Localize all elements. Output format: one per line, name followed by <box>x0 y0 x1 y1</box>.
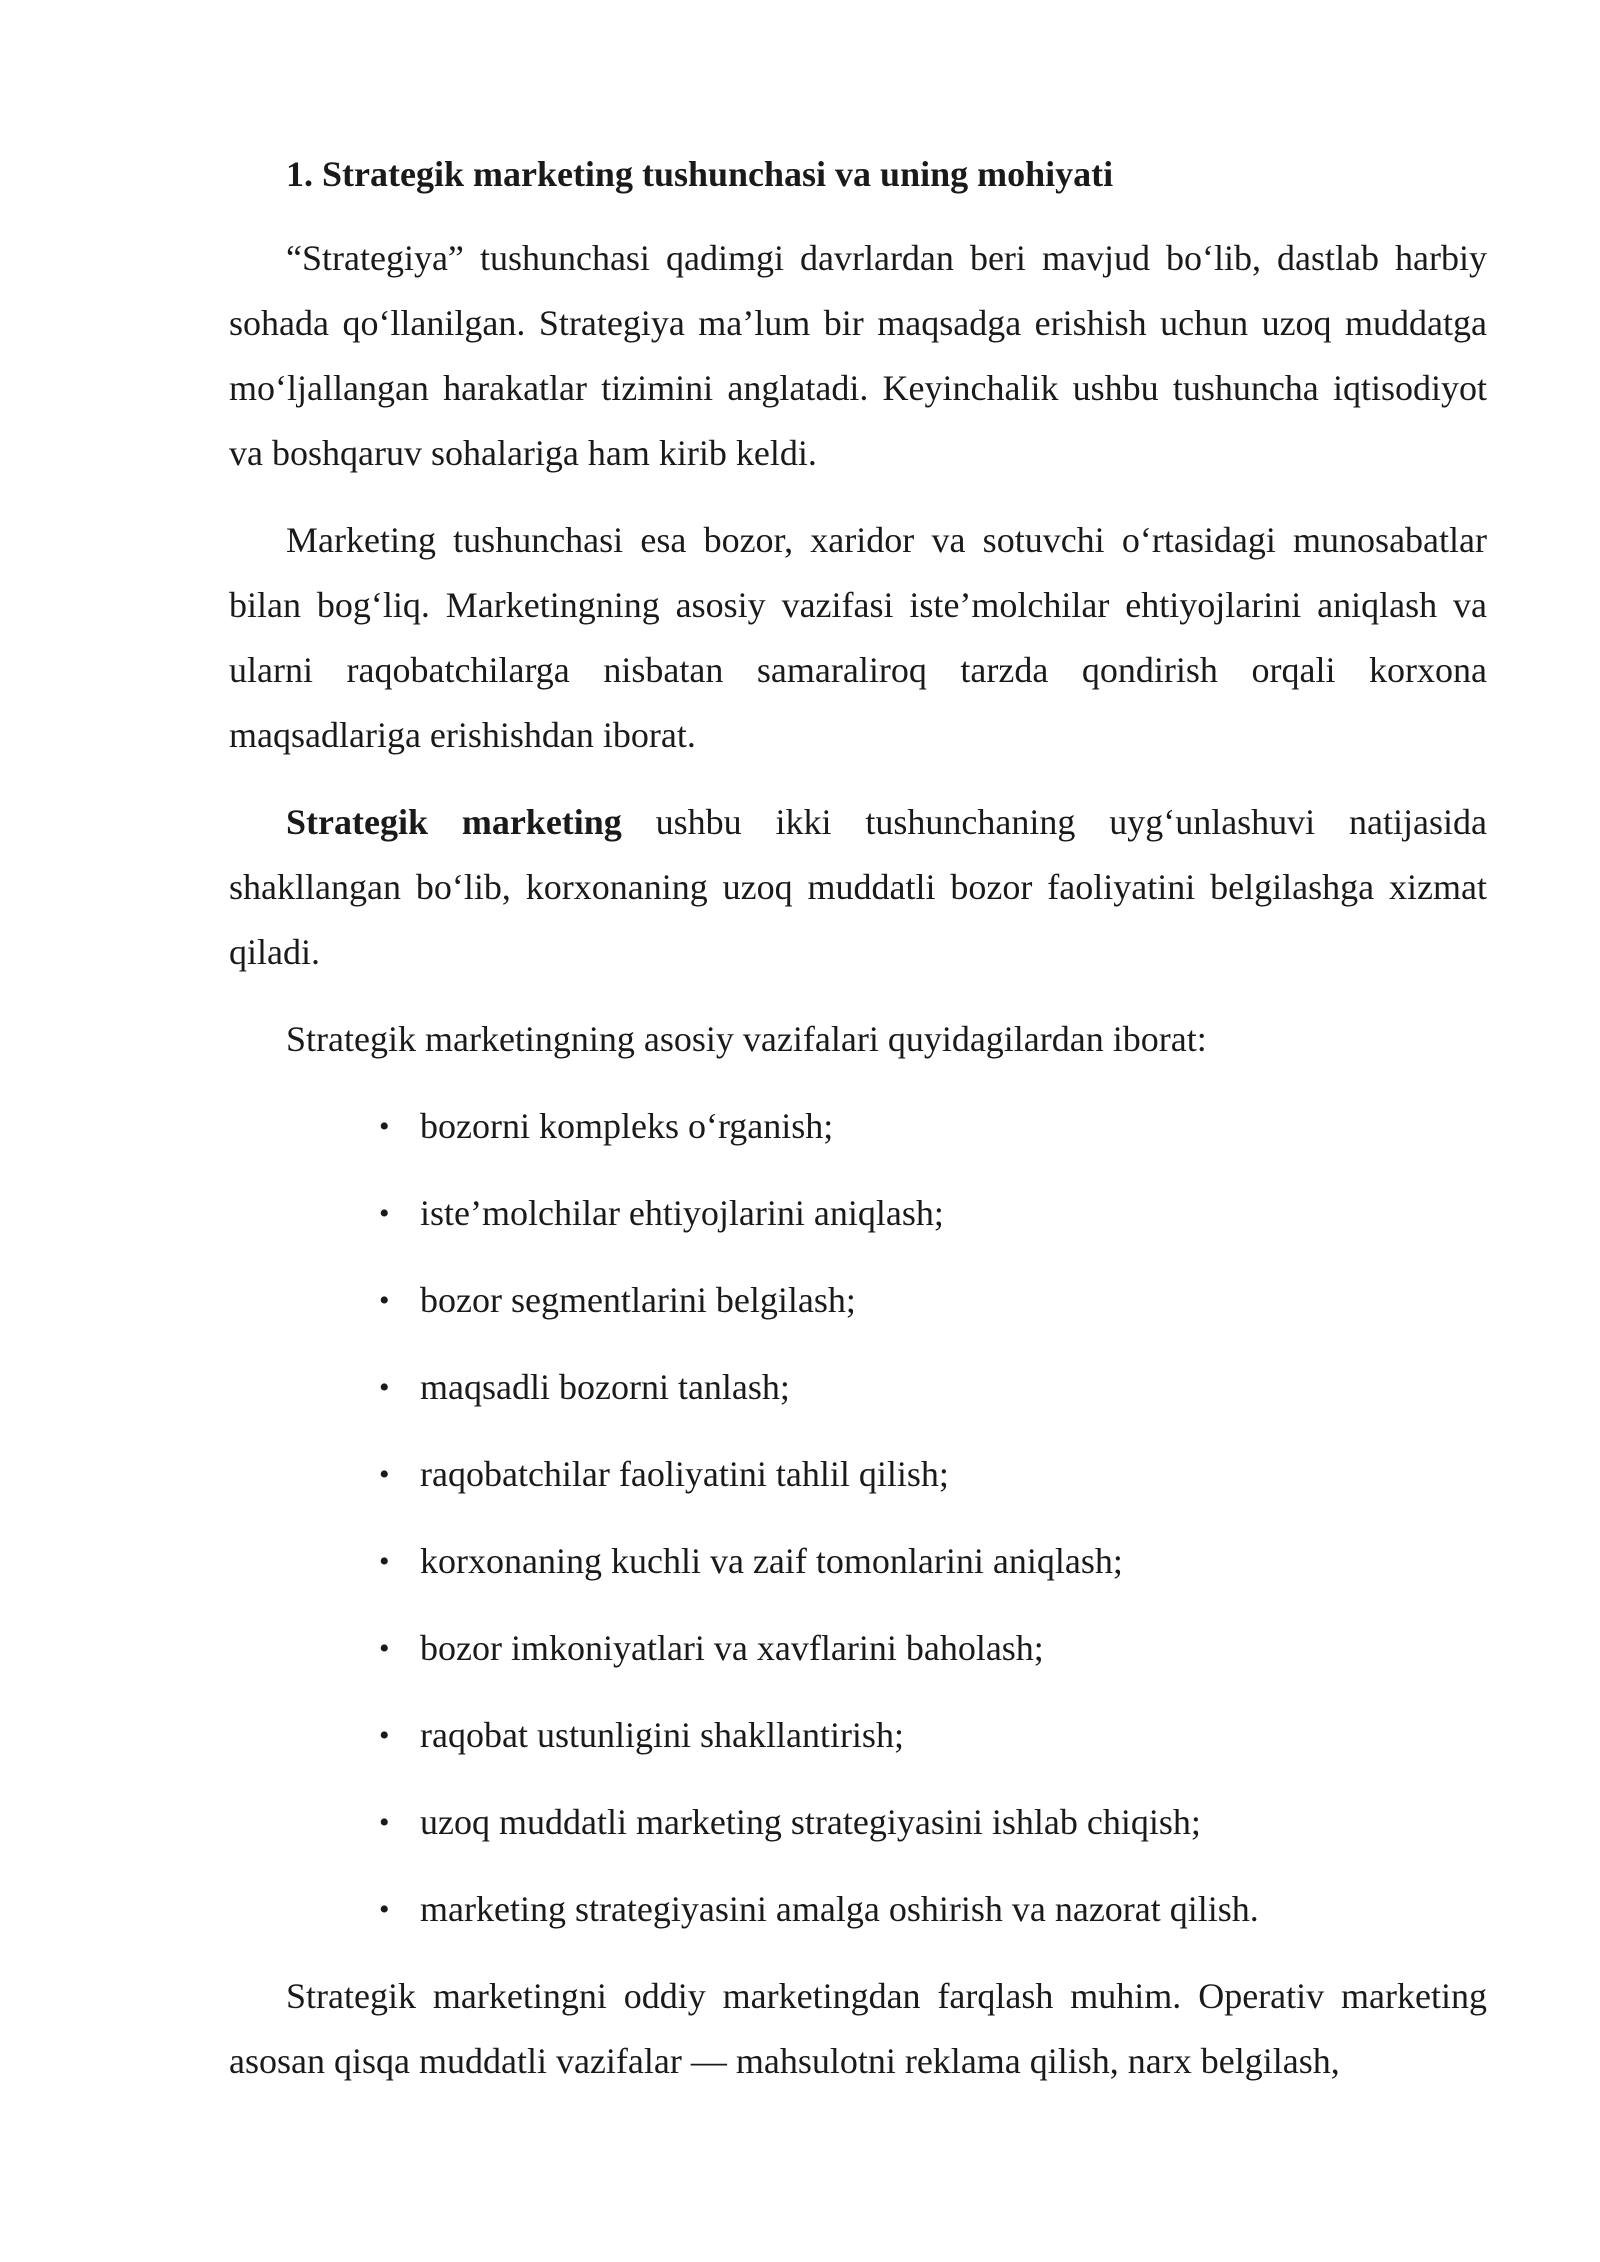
list-item <box>229 1442 1487 1507</box>
list-item-text: raqobatchilar faoliyatini tahlil qilish; <box>420 1454 949 1494</box>
bullet-icon: • <box>379 1371 390 1404</box>
paragraph-strategy-definition: “Strategiya” tushunchasi qadimgi davrlardan beri mavjud bo‘lib, dastlab harbiy sohada qo‘llanilgan. Strategiya ma’lum bir maqsadga erishish uchun uzoq muddatga mo‘ljallangan harakatlar tizimini anglatadi. Keyinchalik ushbu tushuncha iqtisodiyot va boshqaruv sohalariga ham kirib keldi. <box>229 238 1487 473</box>
list-item <box>229 1877 1487 1942</box>
paragraph-strategic-marketing <box>229 790 1487 985</box>
bullet-icon: • <box>379 1197 390 1230</box>
bullet-icon: • <box>379 1284 390 1317</box>
list-item <box>229 1529 1487 1594</box>
list-item <box>229 1355 1487 1420</box>
list-item <box>229 1790 1487 1855</box>
list-item <box>229 1094 1487 1159</box>
list-item <box>229 1616 1487 1681</box>
list-item-text: bozorni kompleks o‘rganish; <box>420 1106 834 1146</box>
list-item-text: bozor segmentlarini belgilash; <box>420 1280 856 1320</box>
list-item-text: uzoq muddatli marketing strategiyasini ishlab chiqish; <box>420 1802 1201 1842</box>
list-item-text: raqobat ustunligini shakllantirish; <box>420 1715 904 1755</box>
list-item-text: korxonaning kuchli va zaif tomonlarini aniqlash; <box>420 1541 1123 1581</box>
list-item <box>229 1703 1487 1768</box>
paragraph-operative-marketing: Strategik marketingni oddiy marketingdan farqlash muhim. Operativ marketing asosan qisqa muddatli vazifalar — mahsulotni reklama qilish, narx belgilash, <box>229 1976 1487 2081</box>
paragraph-marketing-definition: Marketing tushunchasi esa bozor, xaridor va sotuvchi o‘rtasidagi munosabatlar bilan bog‘liq. Marketingning asosiy vazifasi iste’molchilar ehtiyojlarini aniqlash va ularni raqobatchilarga nisbatan samaraliroq tarzda qondirish orqali korxona maqsadlariga erishishdan iborat. <box>229 520 1487 755</box>
list-item <box>229 1268 1487 1333</box>
list-item-text: iste’molchilar ehtiyojlarini aniqlash; <box>420 1193 944 1233</box>
list-intro: Strategik marketingning asosiy vazifalari quyidagilardan iborat: <box>286 1019 1207 1059</box>
paragraph-text: ushbu ikki tushunchaning uyg‘unlashuvi natijasida shakllangan bo‘lib, korxonaning uzoq muddatli bozor faoliyatini belgilashga xizmat qiladi. <box>229 802 1487 972</box>
tasks-list <box>229 1094 1487 1942</box>
bullet-icon: • <box>379 1632 390 1665</box>
bullet-icon: • <box>379 1458 390 1491</box>
bullet-icon: • <box>379 1893 390 1926</box>
list-item <box>229 1181 1487 1246</box>
bullet-icon: • <box>379 1806 390 1839</box>
bold-term: Strategik marketing <box>286 802 622 842</box>
bullet-icon: • <box>379 1719 390 1752</box>
bullet-icon: • <box>379 1545 390 1578</box>
section-heading: 1. Strategik marketing tushunchasi va uning mohiyati <box>286 154 1114 194</box>
list-item-text: marketing strategiyasini amalga oshirish va nazorat qilish. <box>420 1889 1259 1929</box>
list-item-text: maqsadli bozorni tanlash; <box>420 1367 790 1407</box>
list-item-text: bozor imkoniyatlari va xavflarini baholash; <box>420 1628 1044 1668</box>
document-page <box>229 148 1487 2116</box>
bullet-icon: • <box>379 1110 390 1143</box>
